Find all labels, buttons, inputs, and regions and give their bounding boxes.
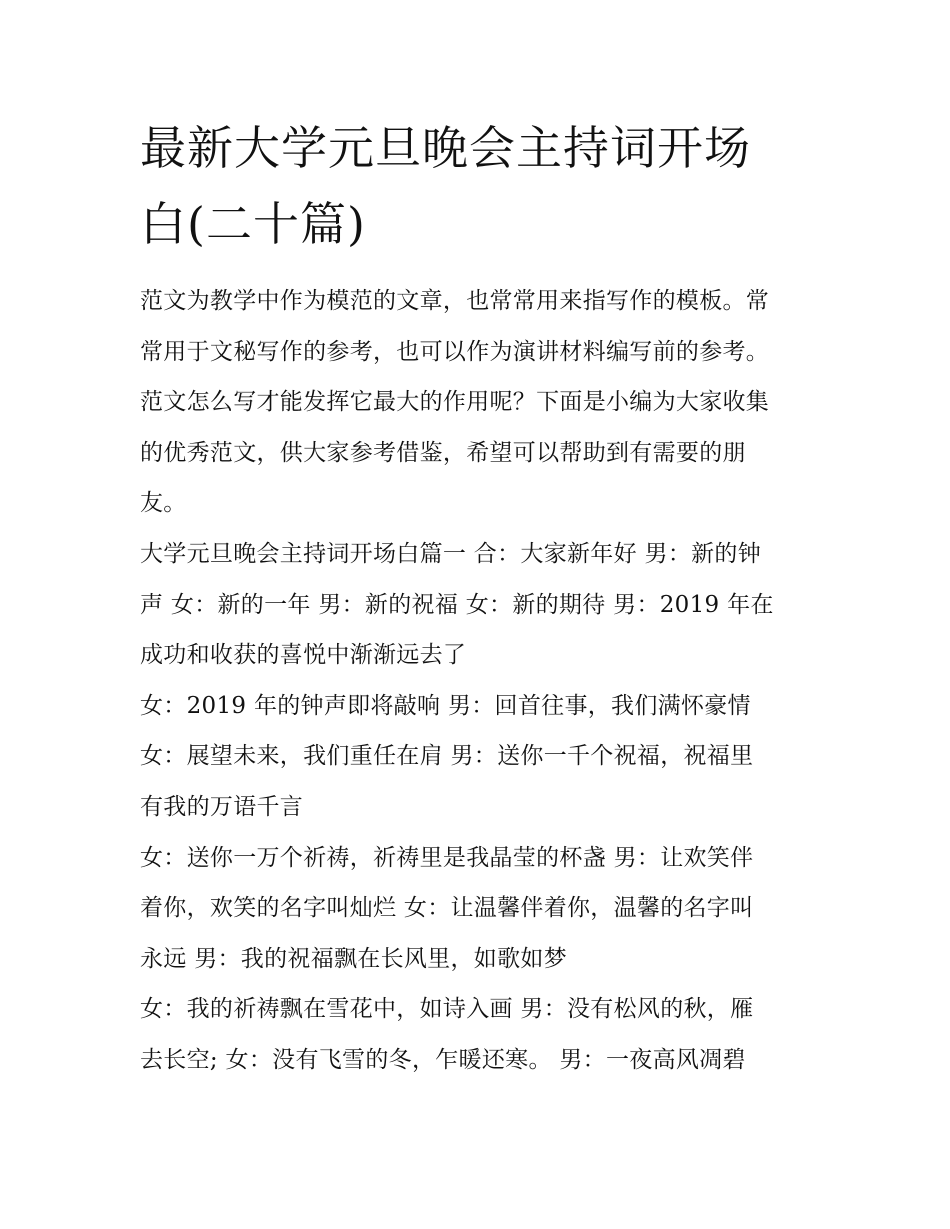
text-line: 女：2019 年的钟声即将敲响 男：回首往事，我们满怀豪情 (140, 692, 751, 719)
document-title (140, 110, 820, 262)
paragraph-dialogue (140, 681, 830, 732)
text-line: 女：我的祈祷飘在雪花中，如诗入画 男：没有松风的秋，雁 (140, 996, 754, 1023)
text-line: 范文怎么写才能发挥它最大的作用呢？下面是小编为大家收集 (140, 389, 770, 416)
text-line: 成功和收获的喜悦中渐渐远去了 (140, 642, 467, 669)
paragraph-dialogue (140, 833, 830, 985)
text-line: 去长空; 女：没有飞雪的冬，乍暖还寒。 男：一夜高风凋碧 (140, 1046, 746, 1073)
text-line: 女：送你一万个祈祷，祈祷里是我晶莹的杯盏 男：让欢笑伴 (140, 844, 754, 871)
text-line: 范文为教学中作为模范的文章，也常常用来指写作的模板。常 (140, 288, 770, 314)
text-line: 永远 男：我的祝福飘在长风里，如歌如梦 (140, 945, 568, 972)
document-body (140, 276, 830, 1086)
title-line-2: 白(二十篇) (140, 197, 366, 251)
paragraph-dialogue (140, 731, 830, 832)
text-line: 的优秀范文，供大家参考借鉴，希望可以帮助到有需要的朋 (140, 439, 746, 466)
paragraph-opening (140, 529, 830, 681)
paragraph-intro (140, 276, 830, 529)
title-line-1: 最新大学元旦晚会主持词开场 (140, 121, 751, 175)
text-line: 女：展望未来，我们重任在肩 男：送你一千个祝福，祝福里 (140, 743, 754, 770)
text-line: 声 女：新的一年 男：新的祝福 女：新的期待 男：2019 年在 (140, 591, 774, 618)
paragraph-dialogue (140, 984, 830, 1085)
text-line: 友。 (140, 490, 187, 517)
text-line: 有我的万语千言 (140, 793, 304, 820)
text-line: 常用于文秘写作的参考，也可以作为演讲材料编写前的参考。 (140, 338, 770, 365)
text-line: 着你，欢笑的名字叫灿烂 女：让温馨伴着你，温馨的名字叫 (140, 895, 754, 922)
text-line: 大学元旦晚会主持词开场白篇一 合：大家新年好 男：新的钟 (140, 540, 762, 567)
